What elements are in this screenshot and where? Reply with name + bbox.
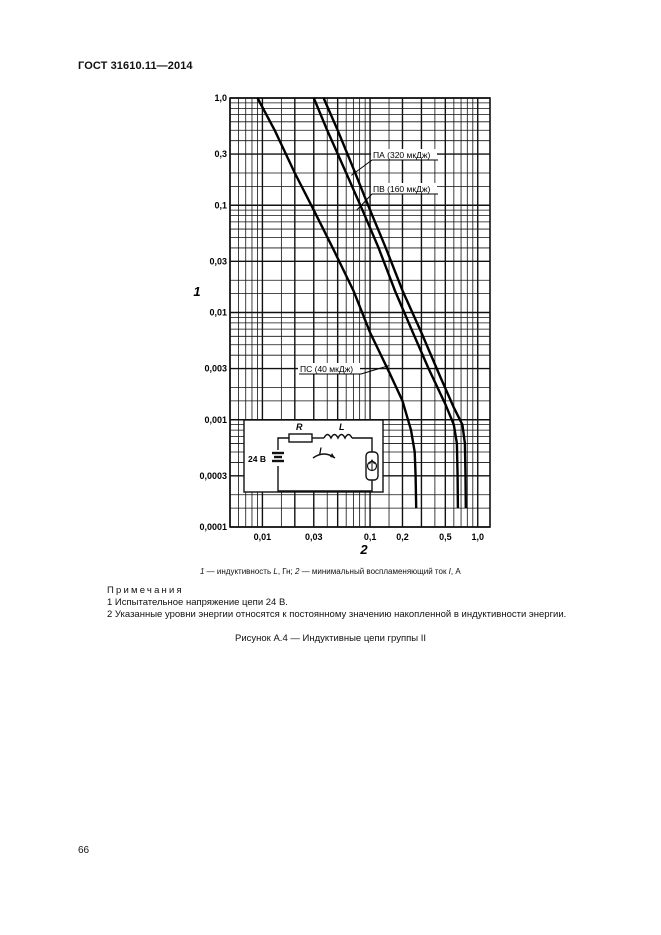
current-label: I xyxy=(319,446,322,456)
series-label: ПА (320 мкДж) xyxy=(373,150,431,160)
y-tick-label: 1,0 xyxy=(214,93,227,103)
note-2: 2 Указанные уровни энергии относятся к постоянному значению накопленной в индуктивности энергии. xyxy=(107,609,567,620)
figure-caption: Рисунок А.4 — Индуктивные цепи группы II xyxy=(235,633,426,644)
legend-axis-2-symbol: I xyxy=(448,567,451,576)
x-tick-label: 0,03 xyxy=(305,532,323,542)
note-1: 1 Испытательное напряжение цепи 24 В. xyxy=(107,597,288,608)
axis-legend xyxy=(200,567,461,576)
legend-axis-1-unit: , Гн; xyxy=(277,567,296,576)
standard-header: ГОСТ 31610.11—2014 xyxy=(78,60,193,72)
x-tick-label: 0,1 xyxy=(363,532,377,542)
y-tick-label: 0,3 xyxy=(214,149,227,160)
inset-circuit-diagram xyxy=(244,420,383,492)
y-tick-label: 0,01 xyxy=(209,307,227,318)
series-label: ПВ (160 мкДж) xyxy=(373,184,431,194)
page-number: 66 xyxy=(78,845,90,856)
legend-axis-1-num: 1 xyxy=(200,567,205,576)
x-tick-label: 0,2 xyxy=(396,532,409,542)
inductor-label: L xyxy=(339,422,345,432)
legend-axis-2-num: 2 xyxy=(295,567,300,576)
x-tick-label: 1,0 xyxy=(471,532,484,542)
resistor-symbol xyxy=(289,434,312,442)
y-tick-label: 0,0001 xyxy=(199,522,227,532)
y-tick-label: 0,001 xyxy=(204,414,227,425)
x-tick-label: 0,01 xyxy=(253,532,272,542)
y-tick-label: 0,0003 xyxy=(199,470,227,481)
legend-axis-1-symbol: L xyxy=(273,567,278,576)
legend-axis-2-desc: — минимальный воспламеняющий ток xyxy=(299,567,449,576)
resistor-label: R xyxy=(296,422,303,432)
y-tick-label: 0,003 xyxy=(204,363,227,374)
x-tick-label: 0,5 xyxy=(439,532,452,542)
legend-axis-2-unit: , А xyxy=(450,567,461,576)
y-axis-label: 1 xyxy=(193,284,201,299)
legend-axis-1-desc: — индуктивность xyxy=(204,567,274,576)
notes-title: Примечания xyxy=(107,585,184,596)
y-tick-label: 0,03 xyxy=(209,256,227,267)
y-tick-label: 0,1 xyxy=(214,200,227,211)
series-label: ПС (40 мкДж) xyxy=(300,364,354,374)
x-axis-label: 2 xyxy=(360,542,368,557)
supply-voltage-label: 24 В xyxy=(248,454,266,464)
